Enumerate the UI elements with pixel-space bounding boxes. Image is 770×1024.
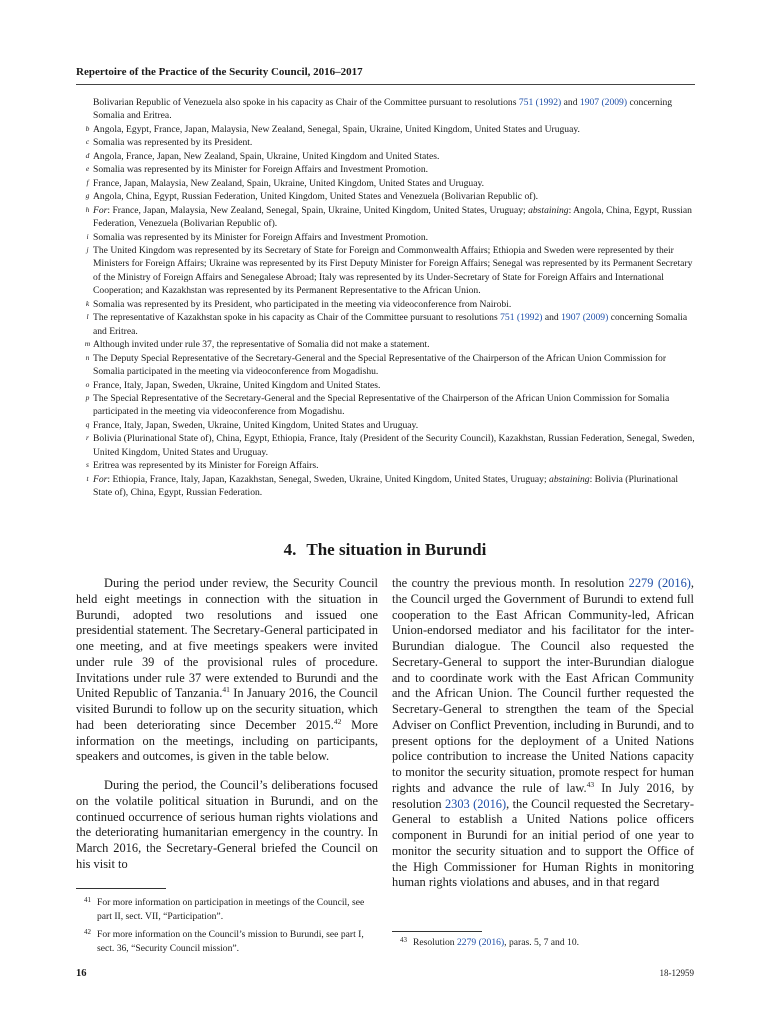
footnote-rule-left xyxy=(76,888,166,889)
table-note xyxy=(76,150,696,163)
note-marker: q xyxy=(85,419,90,429)
italic-text: abstaining xyxy=(528,204,569,216)
resolution-link[interactable]: 2279 (2016) xyxy=(456,937,505,948)
body-paragraph xyxy=(392,576,694,891)
resolution-link[interactable]: 751 (1992) xyxy=(500,312,543,324)
note-marker: m xyxy=(84,339,91,349)
table-note xyxy=(76,244,696,298)
resolution-link[interactable]: 751 (1992) xyxy=(518,97,562,108)
italic-text: For xyxy=(93,473,108,485)
text-run: , paras. 5, 7 and 10. xyxy=(504,937,580,948)
text-run: : Ethiopia, France, Italy, Japan, Kazakhstan, Senegal, Sweden, Ukraine, United Kingdom, United States, Uruguay; xyxy=(107,473,550,485)
text-run: , the Council requested the Secretary-General to establish a United Nations police officers component in Burundi for an initial period of one year to monitor the security situation and to support the Office of the High Commissioner for Human Rights in monitoring human rights violations and abuses, and in that regard xyxy=(392,796,695,890)
text-run: Somalia was represented by its President, who participated in the meeting via videoconference from Nairobi. xyxy=(93,298,512,310)
footnote-number: 42 xyxy=(84,928,91,936)
text-run: Bolivarian Republic of Venezuela also spoke in his capacity as Chair of the Committee pursuant to resolutions xyxy=(93,97,519,108)
text-run: : Bolivia (Plurinational State of), China, Egypt, Russian Federation. xyxy=(93,473,679,499)
text-run: and xyxy=(561,97,580,108)
table-note xyxy=(76,432,696,459)
note-marker: b xyxy=(85,123,90,133)
table-note xyxy=(76,379,696,392)
text-run: For more information on the Council’s mission to Burundi, see part I, sect. 36, “Security Council mission”. xyxy=(97,929,364,954)
document-id: 18-12959 xyxy=(659,968,694,978)
section-heading xyxy=(0,540,770,560)
text-run: , the Council urged the Government of Burundi to extend full cooperation to the East African Community-led, African Union-endorsed mediator and his facilitator for the inter-Burundian dialogue. The Council also requested the Secretary-General to support the inter-Burundian dialogue and to coordinate work with the East African Community and the African Union. The Council further requested the Secretary-General to strengthen the team of the Special Adviser on Conflict Prevention, including in Burundi, and to present options for the deployment of a United Nations police contribution to increase the United Nations capacity to monitor the security situation, promote respect for human rights and advance the rule of law. xyxy=(392,576,695,795)
text-run: The Special Representative of the Secretary-General and the Special Representative of the Chairperson of the African Union Commission for Somalia participated in the meeting via videoconference from Mogadishu. xyxy=(93,392,670,418)
note-marker: h xyxy=(85,204,90,214)
note-marker: n xyxy=(85,352,90,362)
table-note xyxy=(76,136,696,149)
text-run: concerning Somalia and Eritrea. xyxy=(93,312,688,337)
right-column xyxy=(392,576,694,891)
note-marker: k xyxy=(85,298,90,308)
text-run: Somalia was represented by its Minister for Foreign Affairs and Investment Promotion. xyxy=(93,164,429,176)
text-run: Angola, France, Japan, New Zealand, Spain, Ukraine, United Kingdom and United States. xyxy=(93,150,440,162)
table-note xyxy=(76,311,696,338)
note-marker: l xyxy=(86,312,89,322)
italic-text: For xyxy=(93,204,108,216)
text-run: During the period, the Council’s deliberations focused on the volatile political situation in Burundi, and on the continued occurrence of serious human rights violations and the deteriorating humanitarian emergency in the country. In March 2016, the Secretary-General briefed the Council on his visit to xyxy=(76,778,378,871)
note-marker: j xyxy=(86,244,89,254)
table-note xyxy=(76,190,696,203)
note-marker: p xyxy=(85,392,90,402)
text-run: Eritrea was represented by its Minister for Foreign Affairs. xyxy=(93,460,319,472)
text-run: concerning Somalia and Eritrea. xyxy=(93,97,673,122)
table-note xyxy=(76,163,696,176)
resolution-link[interactable]: 2303 (2016) xyxy=(444,796,507,811)
left-column xyxy=(76,576,378,873)
footnote-number: 41 xyxy=(84,896,91,904)
resolution-link[interactable]: 1907 (2009) xyxy=(561,312,609,324)
table-notes xyxy=(76,96,696,500)
table-note xyxy=(76,459,696,472)
text-run: Resolution xyxy=(413,937,457,948)
note-marker: r xyxy=(86,433,89,443)
footnote-ref: 41 xyxy=(222,685,230,695)
header-rule xyxy=(76,84,695,85)
note-marker: f xyxy=(86,177,89,187)
text-run: Angola, China, Egypt, Russian Federation, United Kingdom, United States and Venezuela (Bolivarian Republic of). xyxy=(93,191,539,203)
page-number: 16 xyxy=(76,968,87,979)
footnotes-left xyxy=(76,896,378,955)
text-run: the country the previous month. In resolution xyxy=(392,576,629,590)
text-run: During the period under review, the Security Council held eight meetings in connection with the situation in Burundi, adopted two resolutions and issued one presidential statement. The Secretary-General participated in one meeting, and at five meetings speakers were invited under rule 39 of the provisional rules of procedure. Invitations under rule 37 were extended to Burundi and the United Republic of Tanzania. xyxy=(76,576,378,701)
note-marker: g xyxy=(85,191,90,201)
section-number: 4. xyxy=(283,540,297,559)
body-paragraph xyxy=(76,778,378,873)
table-note xyxy=(76,231,696,244)
footnote xyxy=(76,896,378,923)
text-run: Angola, Egypt, France, Japan, Malaysia, New Zealand, Senegal, Spain, Ukraine, United Kingdom, United States and Uruguay. xyxy=(93,123,580,135)
text-run: Somalia was represented by its President. xyxy=(93,137,253,149)
footnote-number: 43 xyxy=(400,936,407,944)
running-header: Repertoire of the Practice of the Security Council, 2016–2017 xyxy=(76,66,363,78)
table-note xyxy=(76,392,696,419)
footnote-rule-right xyxy=(392,931,482,932)
table-note xyxy=(76,204,696,231)
text-run: France, Italy, Japan, Sweden, Ukraine, United Kingdom, United States and Uruguay. xyxy=(93,419,419,431)
note-marker: t xyxy=(86,473,89,483)
footnote xyxy=(392,936,694,950)
resolution-link[interactable]: 2279 (2016) xyxy=(628,576,691,590)
resolution-link[interactable]: 1907 (2009) xyxy=(579,97,628,108)
table-note xyxy=(76,177,696,190)
footnotes-right xyxy=(392,936,694,950)
note-marker: e xyxy=(85,164,90,174)
note-marker: d xyxy=(85,150,90,160)
table-note xyxy=(76,123,696,136)
footnote xyxy=(76,928,378,955)
note-marker: s xyxy=(86,460,89,470)
text-run: and xyxy=(542,312,562,324)
italic-text: abstaining xyxy=(549,473,590,485)
text-run: Bolivia (Plurinational State of), China, Egypt, Ethiopia, France, Italy (President of the Security Council), Kazakhstan, Russian Federation, Senegal, Sweden, United Kingdom, United States and Uruguay. xyxy=(93,433,695,458)
text-run: Somalia was represented by its Minister for Foreign Affairs and Investment Promotion. xyxy=(93,231,429,243)
table-note xyxy=(76,473,696,500)
text-run: : France, Japan, Malaysia, New Zealand, Senegal, Spain, Ukraine, United Kingdom, United States, Uruguay; xyxy=(107,204,529,216)
text-run: In July 2016, by resolution xyxy=(392,780,694,811)
text-run: Although invited under rule 37, the representative of Somalia did not make a statement. xyxy=(93,339,430,351)
note-marker: i xyxy=(86,231,89,241)
text-run: More information on the meetings, including on participants, speakers and outcomes, is given in the table below. xyxy=(76,717,378,764)
table-note xyxy=(76,352,696,379)
footnote-ref: 42 xyxy=(333,716,342,726)
table-note xyxy=(76,298,696,311)
text-run: : Angola, China, Egypt, Russian Federation, Venezuela (Bolivarian Republic of). xyxy=(93,204,692,230)
text-run: The United Kingdom was represented by its Secretary of State for Foreign and Commonwealth Affairs; Ethiopia and Sweden were represented by their Ministers for Foreign Affairs; Ukraine was represented by its First Deputy Minister for Foreign Affairs; Senegal was represented by its Permanent Secretary of the Ministry of Foreign Affairs and Senegalese Abroad; Italy was represented by its Under-Secretary of State for Foreign Affairs and International Cooperation; and Kazakhstan was represented by its Permanent Representative to the African Union. xyxy=(93,244,693,297)
text-run: The Deputy Special Representative of the Secretary-General and the Special Representative of the Chairperson of the African Union Commission for Somalia participated in the meeting via videoconference from Mogadishu. xyxy=(93,352,667,378)
footnote-ref: 43 xyxy=(586,779,595,789)
text-run: In January 2016, the Council visited Burundi to follow up on the security situation, which had been deteriorating since December 2015. xyxy=(76,686,378,732)
text-run: The representative of Kazakhstan spoke in his capacity as Chair of the Committee pursuant to resolutions xyxy=(93,312,501,324)
table-note xyxy=(76,419,696,432)
note-marker: c xyxy=(85,137,90,147)
table-note xyxy=(76,96,696,123)
text-run: France, Japan, Malaysia, New Zealand, Spain, Ukraine, United Kingdom, United States and Uruguay. xyxy=(93,177,485,189)
table-note xyxy=(76,338,696,351)
note-marker: o xyxy=(85,379,90,389)
section-title: The situation in Burundi xyxy=(306,540,487,559)
text-run: France, Italy, Japan, Sweden, Ukraine, United Kingdom and United States. xyxy=(93,379,381,391)
text-run: For more information on participation in meetings of the Council, see part II, sect. VII, “Participation”. xyxy=(97,897,365,922)
body-paragraph xyxy=(76,576,378,765)
